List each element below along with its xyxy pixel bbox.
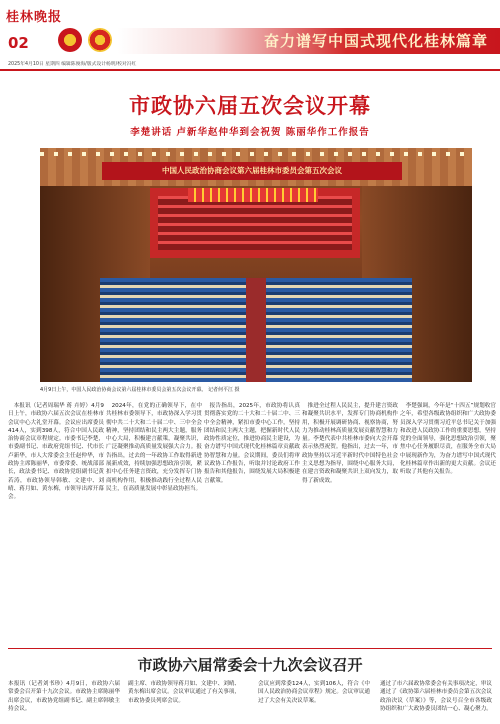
article-column-4 [302, 402, 398, 646]
article-paragraph: 副主席、市政协领导蒋月如、文建中、刘晴、黄东梅出席会议。会议审议通过了有关事项，市政协委员列席会议。 [128, 681, 240, 704]
header-divider [0, 69, 500, 71]
article-paragraph: 推进全过程人民民主，提升建言资政和凝聚共识水平，发挥专门协商机构作用，积极开展调研协商、视察协商，努力为推动桂林高质量发展贡献智慧和力量。李楚代表中共桂林市委向大会开幕表示热烈祝贺。他指出，过去一年，市政协坚持以习近平新时代中国特色社会主义思想为指导，围绕中心服务大局，在建言资政和凝聚共识上双向发力，取得了新成效。 [302, 403, 398, 484]
article-paragraph: 报告指出，2025年，市政协将认真贯彻落实党的二十大和二十届二中、三中全会精神，紧扣市委中心工作，坚持团结和民主两大主题，把握新时代人民政协性质定位，推进协商民主建设，为奋力谱写中国式现代化桂林篇章贡献政协智慧和力量。会议期间，委员们将审议政协工作报告，听取并讨论政府工作报告和其他报告，围绕发展大局积极建言献策。 [204, 403, 300, 484]
red-flags [188, 188, 318, 202]
article-paragraph: 会议应到常委124人，实到106人，符合《中国人民政治协商会议章程》规定。会议审议通过了大会有关决议草案。 [258, 681, 370, 704]
article-paragraph: 通过了市六届政协常委会有关事项决定，审议通过了《政协第六届桂林市委员会第五次会议政治决议（草案）》等，会议号召全市各级政协组织和广大政协委员团结一心、凝心聚力。 [380, 681, 492, 712]
page-number: 02 [8, 34, 29, 52]
cppcc-emblem-icon [88, 28, 112, 52]
article-column-1 [8, 402, 104, 646]
main-subhead: 李楚讲话 卢新华赵仲华到会祝贺 陈丽华作工作报告 [130, 127, 370, 138]
article-column-5 [400, 402, 496, 646]
bottom-article-column-2 [128, 680, 240, 724]
ceiling-lights [40, 152, 472, 156]
article-paragraph: 李楚强调，今年是“十四五”规划收官之年，希望各级政协组织和广大政协委员深入学习贯彻习近平总书记关于加强和改进人民政协工作的重要思想，坚持党的全面领导，强化思想政治引领，聚焦中心任务履职尽责，在服务全市大局中展现新作为，为奋力谱写中国式现代化桂林篇章作出新的更大贡献。会议还听取了其他有关报告。 [400, 403, 496, 476]
masthead [0, 0, 500, 70]
secondary-headline: 市政协六届常委会十九次会议召开 [137, 656, 363, 674]
center-aisle [246, 278, 266, 382]
newspaper-logo: 桂林晚报 [6, 10, 63, 25]
podium-rows [158, 196, 352, 250]
bottom-article-column-1 [8, 680, 120, 724]
national-emblem-icon [58, 28, 82, 52]
photo-caption: 4月9日上午，中国人民政治协商会议第六届桂林市委员会第五次会议开幕。 记者何平江 摄 [40, 387, 240, 393]
article-paragraph: 本报讯（记者周瑞华 蒋 卉婷）4月9日上午，市政协六届五次会议在桂林市会议中心大礼堂开幕。会议应出席委员414人，实到398人，符合中国人民政治协商会议章程规定。市委书记李楚，市委副书记、市政府党组书记、代市长卢新华，市人大常委会主任赵仲华，市政协主席陈丽华，市委常委、统战部部长，政法委书记、市政协党组副书记黄若涛，市政协领导韩敏、文建中、刘晴、蒋月如、黄东梅，市领导出席开幕会。 [8, 403, 104, 501]
stage-banner [102, 162, 402, 180]
stage-banner-text: 中国人民政治协商会议第六届桂林市委员会第五次会议 [162, 166, 342, 175]
article-paragraph: 本报讯（记者刘书珍）4月9日，市政协六届常委会召开第十九次会议。市政协主席陈丽华出席会议，市政协党组副书记、副主席韩敏主持会议。 [8, 681, 120, 712]
meeting-hall-photo [40, 148, 472, 382]
bottom-article-column-4 [380, 680, 492, 724]
bottom-article-column-3 [258, 680, 370, 724]
article-column-2 [106, 402, 202, 646]
slogan-text: 奋力谱写中国式现代化桂林篇章 [263, 32, 488, 50]
article-paragraph: 2024年，在党的正确领导下，在中共桂林市委领导下，市政协深入学习贯彻中共二十大和二十届二中、三中全会精神，坚持团结和民主两大主题，服务中心大局，积极建言献策，凝聚共识，广泛凝聚推动高质量发展强大合力。报告指出，过去的一年政协工作取得新进展新成效，持续加强思想政治引领，紧扣中心任务建言资政，充分发挥专门协商机构作用，积极推动践行全过程人民民主，在高质量发展中彰显政协担当。 [106, 403, 202, 492]
section-divider [8, 648, 492, 649]
article-column-3 [204, 402, 300, 646]
main-headline: 市政协六届五次会议开幕 [129, 93, 371, 118]
dateline: 2025年4月10日 星期四 编辑陈俊海/版式设计杨明/校对冯红 [8, 62, 137, 67]
